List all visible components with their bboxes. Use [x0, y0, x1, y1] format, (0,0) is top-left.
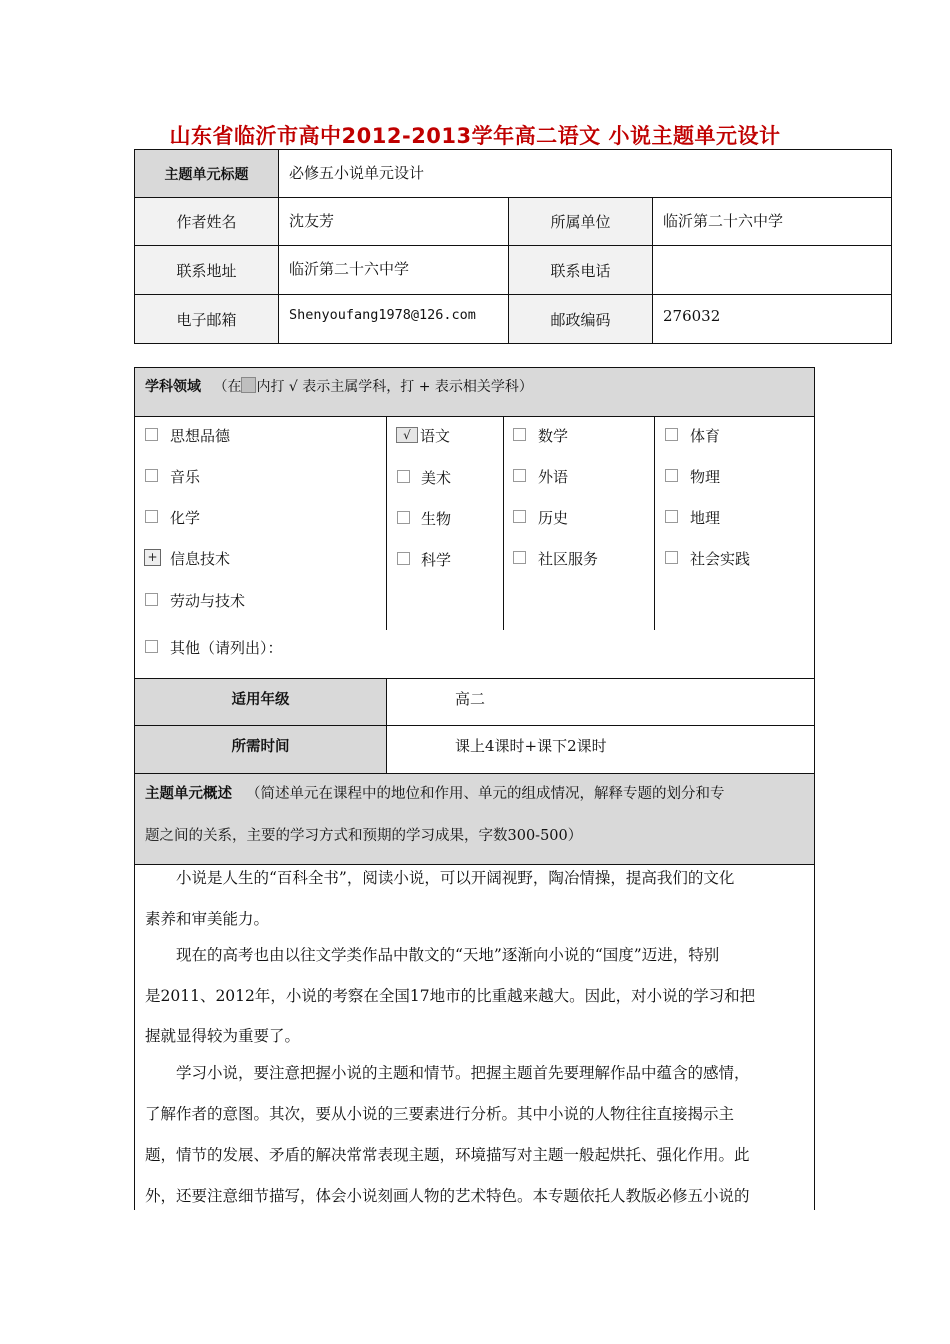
- phone-label: 联系电话: [509, 246, 653, 295]
- checkbox-icon[interactable]: [145, 640, 158, 653]
- subject-item: 语文: [420, 427, 451, 445]
- checkbox-icon[interactable]: [665, 428, 678, 441]
- document-title: 山东省临沂市高中2012-2013学年高二语文 小说主题单元设计: [169, 124, 781, 148]
- checkbox-icon[interactable]: [145, 428, 158, 441]
- legend-box-icon: [241, 377, 256, 393]
- checkbox-icon[interactable]: [665, 551, 678, 564]
- checkbox-icon[interactable]: [513, 469, 526, 482]
- checkbox-icon[interactable]: [665, 510, 678, 523]
- grade-time-divider: [386, 678, 387, 774]
- paragraph-line: 是2011、2012年，小说的考察在全国17地市的比重越来越大。因此，对小说的学习和把: [145, 987, 756, 1005]
- author-value: 沈友芳: [279, 198, 509, 246]
- checkbox-icon[interactable]: [397, 511, 410, 524]
- subject-item: 美术: [421, 469, 452, 487]
- info-table: [134, 149, 892, 344]
- unit-value: 临沂第二十六中学: [653, 198, 892, 246]
- overview-title: 主题单元概述: [145, 786, 232, 802]
- col-divider-2: [503, 417, 504, 630]
- subject-item: 劳动与技术: [170, 592, 246, 610]
- subject-other: 其他（请列出）：: [170, 639, 283, 657]
- subject-item: 历史: [538, 509, 569, 527]
- subject-item: 生物: [421, 510, 452, 528]
- email-value: Shenyoufang1978@126.com: [279, 295, 509, 344]
- subject-header: [135, 368, 814, 417]
- time-label: 所需时间: [231, 739, 290, 755]
- unit-label: 所属单位: [509, 198, 653, 246]
- col-divider-1: [386, 417, 387, 630]
- col-divider-3: [654, 417, 655, 630]
- paragraph-line: 握就显得较为重要了。: [145, 1027, 301, 1045]
- subject-item: 化学: [170, 509, 201, 527]
- grade-label: 适用年级: [231, 692, 290, 708]
- paragraph-line: 素养和审美能力。: [145, 910, 270, 928]
- checkbox-icon[interactable]: [145, 469, 158, 482]
- checkbox-icon[interactable]: [397, 470, 410, 483]
- phone-value: [653, 246, 892, 295]
- paragraph-line: 现在的高考也由以往文学类作品中散文的“天地”逐渐向小说的“国度”迈进，特别: [145, 946, 720, 964]
- address-value: 临沂第二十六中学: [279, 246, 509, 295]
- checkbox-icon[interactable]: [513, 551, 526, 564]
- subject-header-title: 学科领域: [145, 379, 201, 395]
- subject-item: 社会实践: [690, 550, 751, 568]
- subject-item: 思想品德: [170, 427, 231, 445]
- subject-item: 物理: [690, 468, 721, 486]
- subject-item: 社区服务: [538, 550, 599, 568]
- subject-item: 体育: [690, 427, 721, 445]
- checkbox-icon[interactable]: [397, 552, 410, 565]
- checkbox-checked-icon[interactable]: √: [396, 427, 418, 443]
- subject-item: 科学: [421, 551, 452, 569]
- author-label: 作者姓名: [135, 198, 279, 246]
- subject-item: 地理: [690, 509, 721, 527]
- checkbox-icon[interactable]: [513, 428, 526, 441]
- grade-value: 高二: [455, 690, 486, 708]
- checkbox-icon[interactable]: [145, 593, 158, 606]
- overview-note-2: 题之间的关系，主要的学习方式和预期的学习成果，字数300-500）: [145, 828, 583, 844]
- checkbox-icon[interactable]: [665, 469, 678, 482]
- paragraph-line: 学习小说，要注意把握小说的主题和情节。把握主题首先要理解作品中蕴含的感情，: [145, 1064, 750, 1082]
- checkbox-plus-icon[interactable]: +: [144, 549, 161, 566]
- checkbox-icon[interactable]: [145, 510, 158, 523]
- subject-item: 信息技术: [170, 550, 231, 568]
- subject-item: 音乐: [170, 468, 201, 486]
- paragraph-line: 外，还要注意细节描写，体会小说刻画人物的艺术特色。本专题依托人教版必修五小说的: [145, 1187, 750, 1205]
- checkbox-icon[interactable]: [513, 510, 526, 523]
- subject-header-note-a: （在: [213, 379, 242, 395]
- subject-item: 数学: [538, 427, 569, 445]
- time-value: 课上4课时+课下2课时: [455, 737, 607, 755]
- theme-value: 必修五小说单元设计: [279, 150, 892, 198]
- overview-header: [145, 782, 725, 806]
- postcode-label: 邮政编码: [509, 295, 653, 344]
- overview-note-1: （简述单元在课程中的地位和作用、单元的组成情况，解释专题的划分和专: [246, 786, 725, 802]
- paragraph-line: 题，情节的发展、矛盾的解决常常表现主题，环境描写对主题一般起烘托、强化作用。此: [145, 1146, 750, 1164]
- email-label: 电子邮箱: [135, 295, 279, 344]
- paragraph-line: 了解作者的意图。其次，要从小说的三要素进行分析。其中小说的人物往往直接揭示主: [145, 1105, 735, 1123]
- subject-header-note-b: 内打 √ 表示主属学科，打 + 表示相关学科）: [256, 379, 533, 395]
- address-label: 联系地址: [135, 246, 279, 295]
- postcode-value: 276032: [653, 295, 892, 344]
- paragraph-line: 小说是人生的“百科全书”，阅读小说，可以开阔视野，陶冶情操，提高我们的文化: [145, 869, 735, 887]
- subject-item: 外语: [538, 468, 569, 486]
- theme-label: 主题单元标题: [135, 150, 279, 198]
